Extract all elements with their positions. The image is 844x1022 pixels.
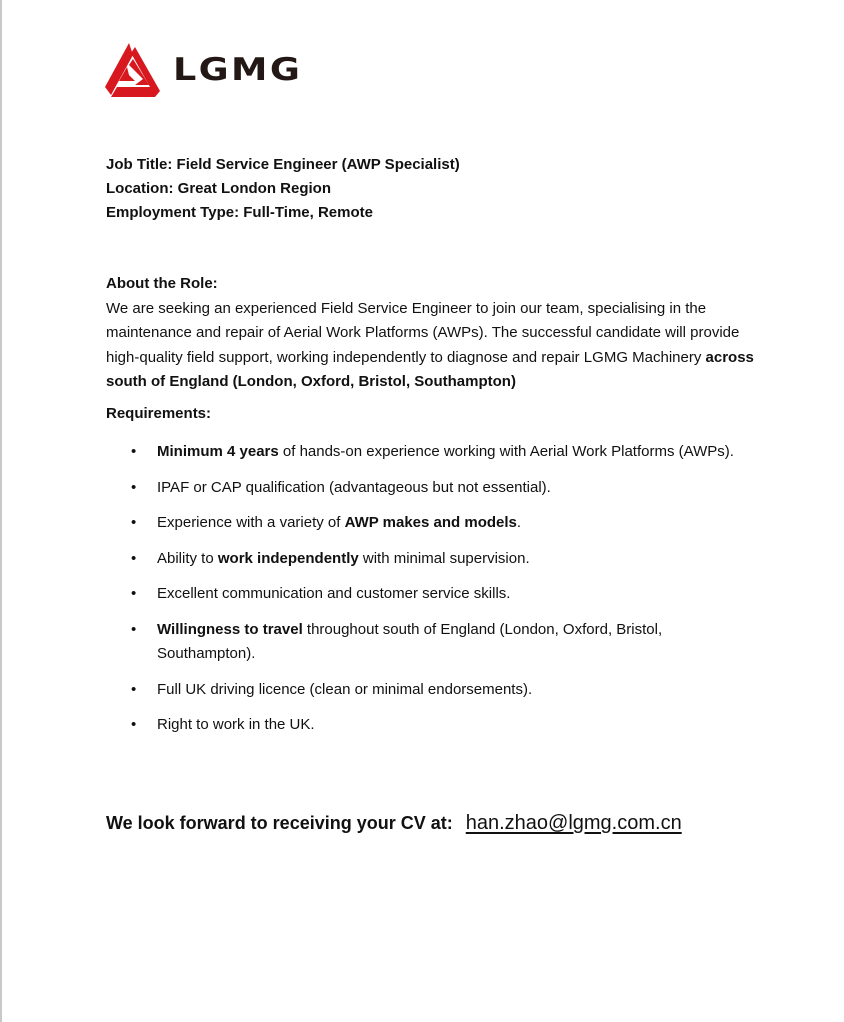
list-item: • Willingness to travel throughout south of England (London, Oxford, Bristol, Southampton). bbox=[106, 618, 746, 667]
about-body bbox=[106, 297, 756, 395]
requirements-heading: Requirements: bbox=[106, 405, 212, 422]
email-link[interactable]: han.zhao@lgmg.com.cn bbox=[465, 812, 682, 834]
list-item: • Excellent communication and customer service skills. bbox=[106, 582, 746, 607]
lgmg-triangle-logo-icon bbox=[105, 43, 163, 97]
company-logo bbox=[105, 43, 303, 97]
about-heading: About the Role: bbox=[106, 275, 218, 292]
cv-call-to-action bbox=[106, 812, 682, 835]
cta-label: We look forward to receiving your CV at: bbox=[106, 813, 453, 833]
logo-wordmark: LGMG bbox=[173, 51, 303, 88]
list-item: • Minimum 4 years of hands-on experience working with Aerial Work Platforms (AWPs). bbox=[106, 440, 746, 465]
requirements-list bbox=[106, 440, 746, 749]
job-location: Location: Great London Region bbox=[106, 180, 331, 197]
list-item: • Experience with a variety of AWP makes and models. bbox=[106, 511, 746, 536]
bullet-icon: • bbox=[131, 549, 137, 567]
bullet-icon: • bbox=[131, 680, 137, 698]
bullet-icon: • bbox=[131, 514, 137, 531]
employment-type: Employment Type: Full-Time, Remote bbox=[106, 204, 373, 221]
job-header bbox=[106, 153, 460, 225]
bullet-icon: • bbox=[131, 585, 137, 602]
list-item: • Right to work in the UK. bbox=[106, 713, 746, 738]
job-title: Job Title: Field Service Engineer (AWP Specialist) bbox=[106, 156, 460, 173]
bullet-icon: • bbox=[131, 716, 137, 733]
list-item: • Ability to work independently with minimal supervision. bbox=[106, 547, 746, 572]
bullet-icon: • bbox=[131, 443, 137, 460]
bullet-icon: • bbox=[131, 620, 137, 638]
about-body-emphasis: across south of England (London, Oxford, Bristol, Southampton) bbox=[106, 348, 754, 390]
list-item: • Full UK driving licence (clean or minimal endorsements). bbox=[106, 678, 746, 703]
about-body-text: We are seeking an experienced Field Service Engineer to join our team, specialising in the maintenance and repair of Aerial Work Platforms (AWPs). The successful candidate will provide high-quality field support, working independently to diagnose and repair LGMG Machinery bbox=[106, 299, 740, 366]
bullet-icon: • bbox=[131, 478, 137, 496]
about-section bbox=[106, 272, 756, 395]
list-item: • IPAF or CAP qualification (advantageous but not essential). bbox=[106, 476, 746, 501]
